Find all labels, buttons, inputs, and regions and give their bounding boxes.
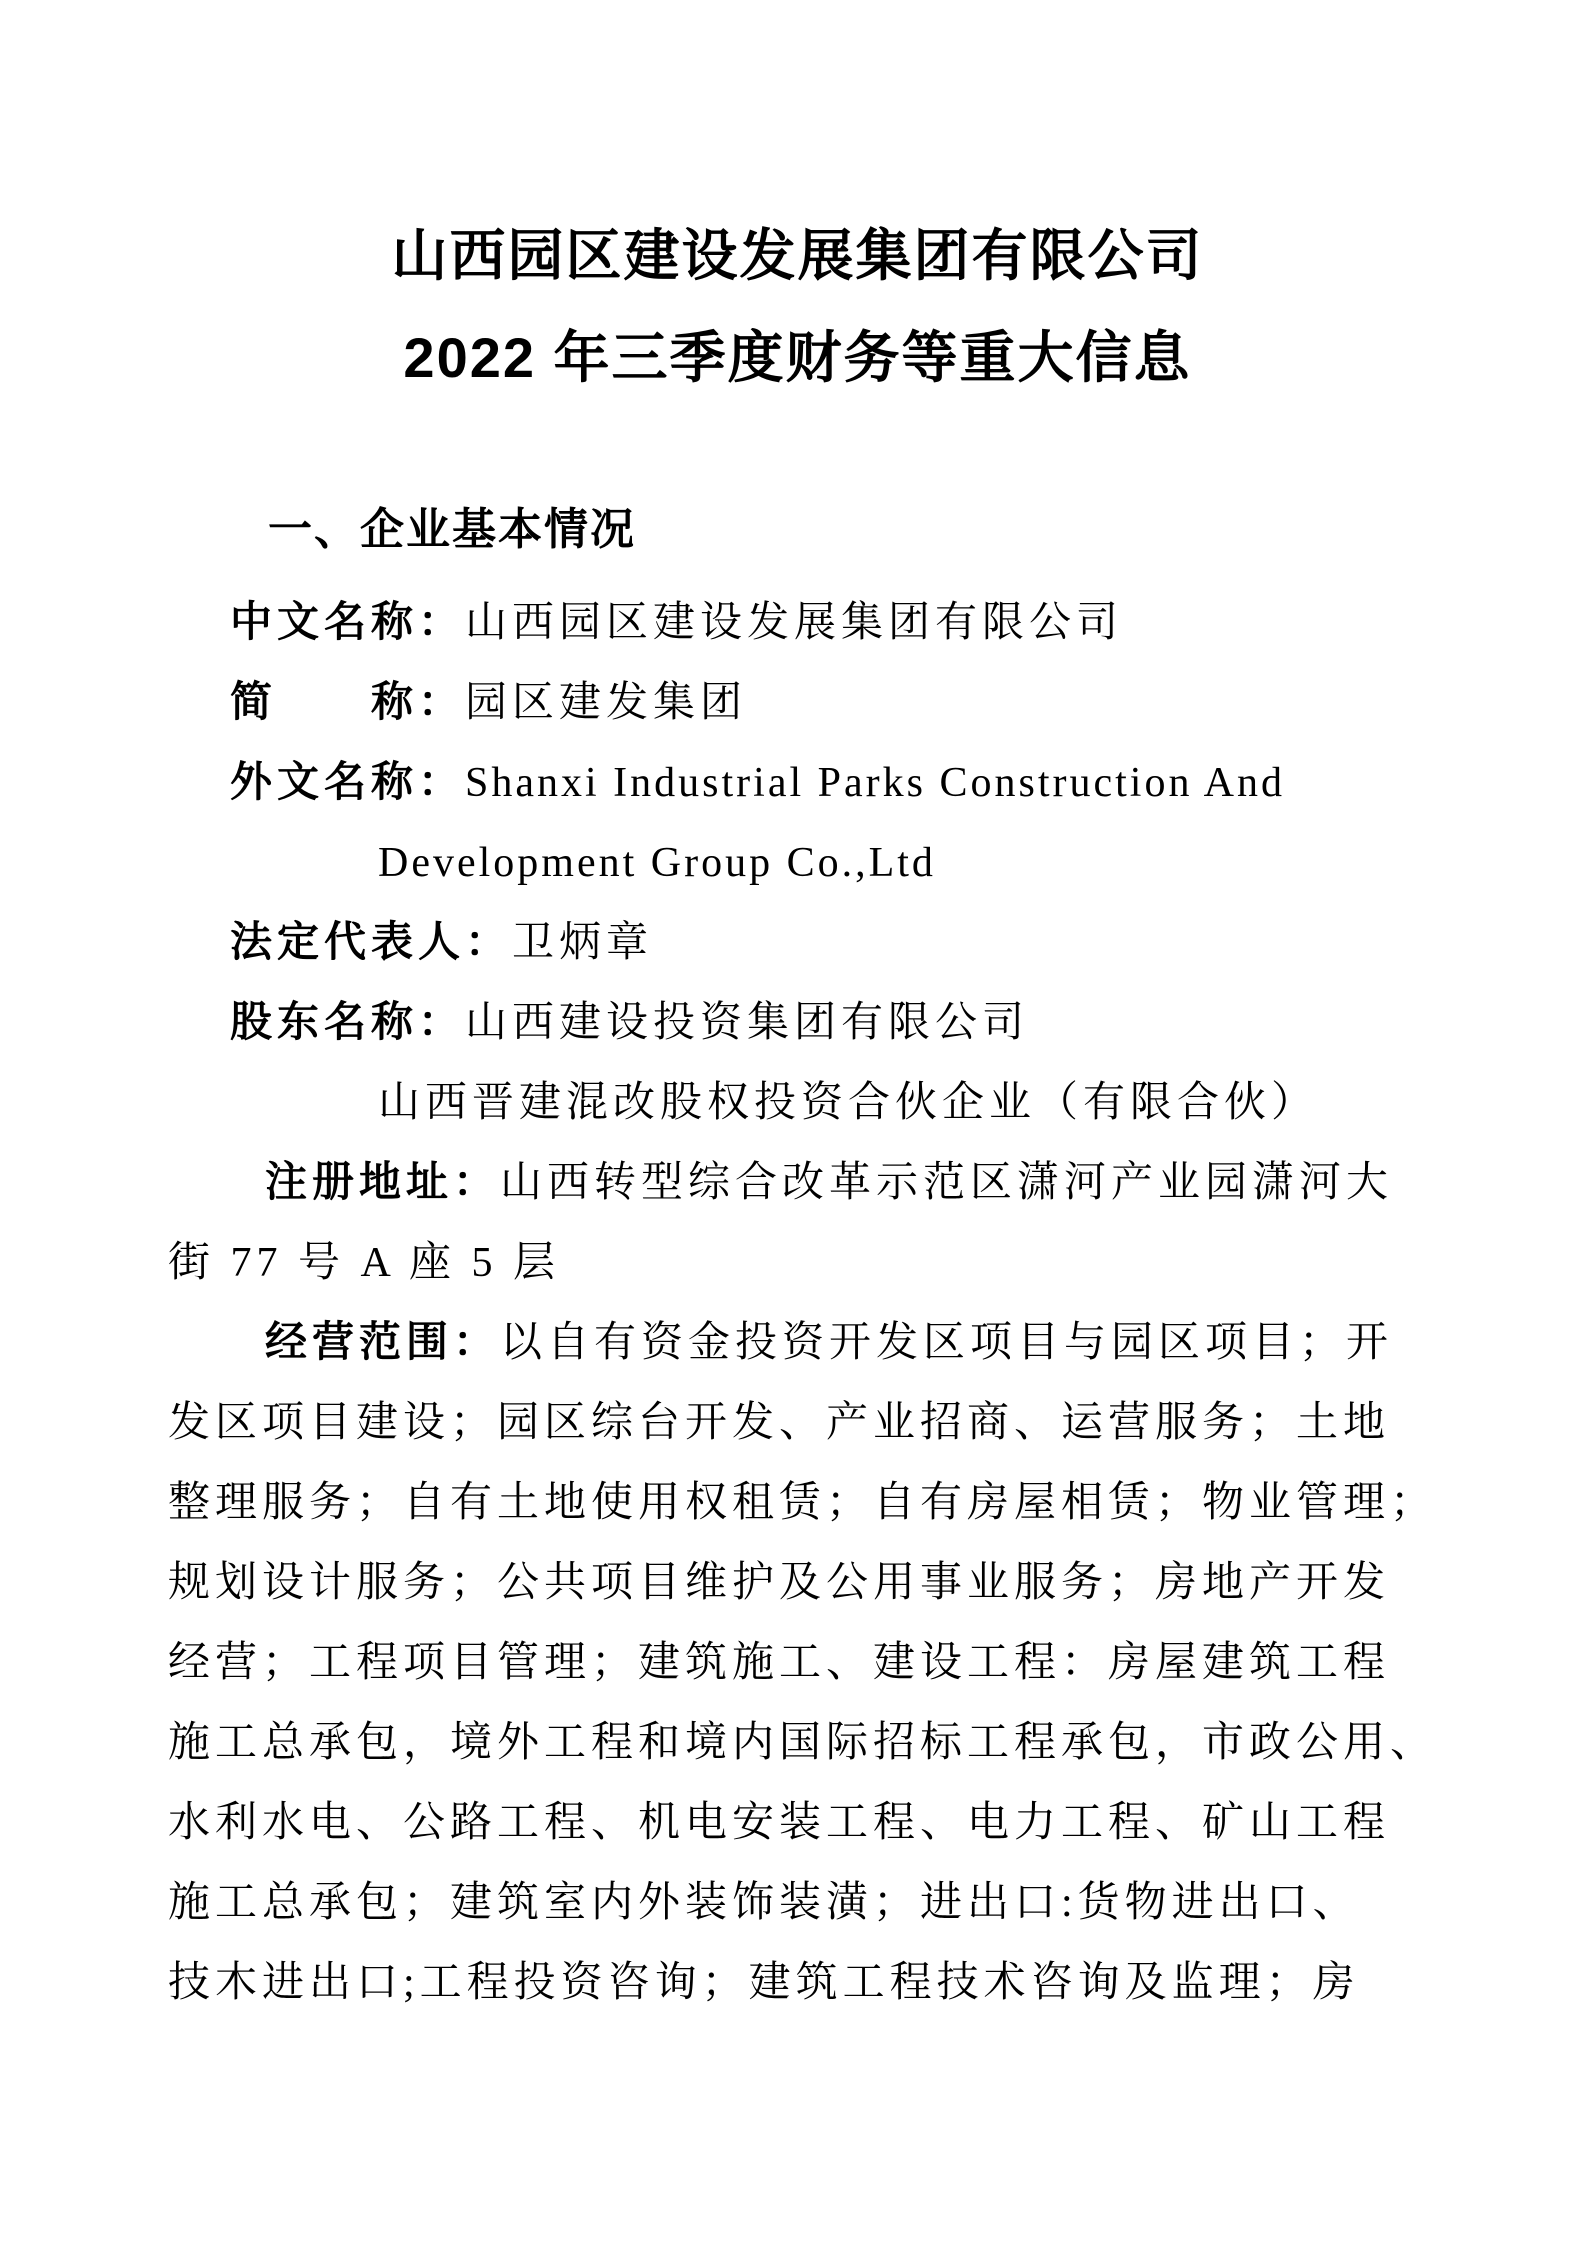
field-reg-address xyxy=(168,1143,1427,1223)
field-cn-name xyxy=(168,583,1427,663)
field-foreign-name-continuation xyxy=(168,823,1427,903)
business-scope-wrap-line: 整理服务；自有土地使用权租赁；自有房屋相赁；物业管理； xyxy=(168,1480,1438,1526)
section-body xyxy=(168,583,1438,2023)
field-business-scope-first-line: 以自有资金投资开发区项目与园区项目；开 xyxy=(500,1320,1394,1366)
field-shareholders-continuation xyxy=(168,1063,1427,1143)
field-foreign-name-value-line2: Development Group Co.,Ltd xyxy=(378,840,936,886)
field-legal-rep-label: 法定代表人： xyxy=(230,920,513,966)
doc-subtitle: 2022 年三季度财务等重大信息 xyxy=(403,326,1192,389)
business-scope-wrap-line: 技木进出口;工程投资咨询；建筑工程技术咨询及监理；房 xyxy=(168,1960,1360,2006)
field-reg-address-label: 注册地址： xyxy=(265,1160,501,1206)
field-short-name xyxy=(168,663,1427,743)
field-cn-name-label: 中文名称： xyxy=(230,600,466,646)
field-reg-address-value-line2: 街 77 号 A 座 5 层 xyxy=(168,1240,561,1286)
business-scope-wrap-line: 施工总承包，境外工程和境内国际招标工程承包，市政公用、 xyxy=(168,1720,1438,1766)
business-scope-wrap-line: 规划设计服务；公共项目维护及公用事业服务；房地产开发 xyxy=(168,1560,1391,1606)
field-short-name-value: 园区建发集团 xyxy=(465,680,748,726)
business-scope-wrap-line: 经营；工程项目管理；建筑施工、建设工程：房屋建筑工程 xyxy=(168,1640,1391,1686)
field-shareholders-value-line1: 山西建设投资集团有限公司 xyxy=(465,1000,1030,1046)
field-legal-rep-value: 卫炳章 xyxy=(512,920,654,966)
doc-title: 山西园区建设发展集团有限公司 xyxy=(391,224,1204,287)
field-cn-name-value: 山西园区建设发展集团有限公司 xyxy=(465,600,1124,646)
field-foreign-name-value-line1: Shanxi Industrial Parks Construction And xyxy=(465,760,1285,806)
field-business-scope-label: 经营范围： xyxy=(265,1320,501,1366)
field-legal-rep xyxy=(168,903,1427,983)
field-shareholders-value-line2: 山西晋建混改股权投资合伙企业（有限合伙） xyxy=(378,1080,1319,1126)
business-scope-wrap-line: 水利水电、公路工程、机电安装工程、电力工程、矿山工程 xyxy=(168,1800,1391,1846)
field-business-scope xyxy=(168,1303,1427,1383)
field-shareholders-label: 股东名称： xyxy=(230,1000,466,1046)
section-heading: 一、企业基本情况 xyxy=(268,505,636,554)
field-reg-address-continuation xyxy=(168,1223,1427,1303)
field-reg-address-value-line1: 山西转型综合改革示范区潇河产业园潇河大 xyxy=(500,1160,1394,1206)
field-shareholders xyxy=(168,983,1427,1063)
field-foreign-name-label: 外文名称： xyxy=(230,760,466,806)
field-foreign-name xyxy=(168,743,1427,823)
business-scope-wrap-line: 施工总承包；建筑室内外装饰装潢；进出口:货物进出口、 xyxy=(168,1880,1360,1926)
title-block xyxy=(288,0,1308,409)
field-short-name-label: 简 称： xyxy=(230,680,466,726)
business-scope-wrap-line: 发区项目建设；园区综台开发、产业招商、运营服务；土地 xyxy=(168,1400,1391,1446)
